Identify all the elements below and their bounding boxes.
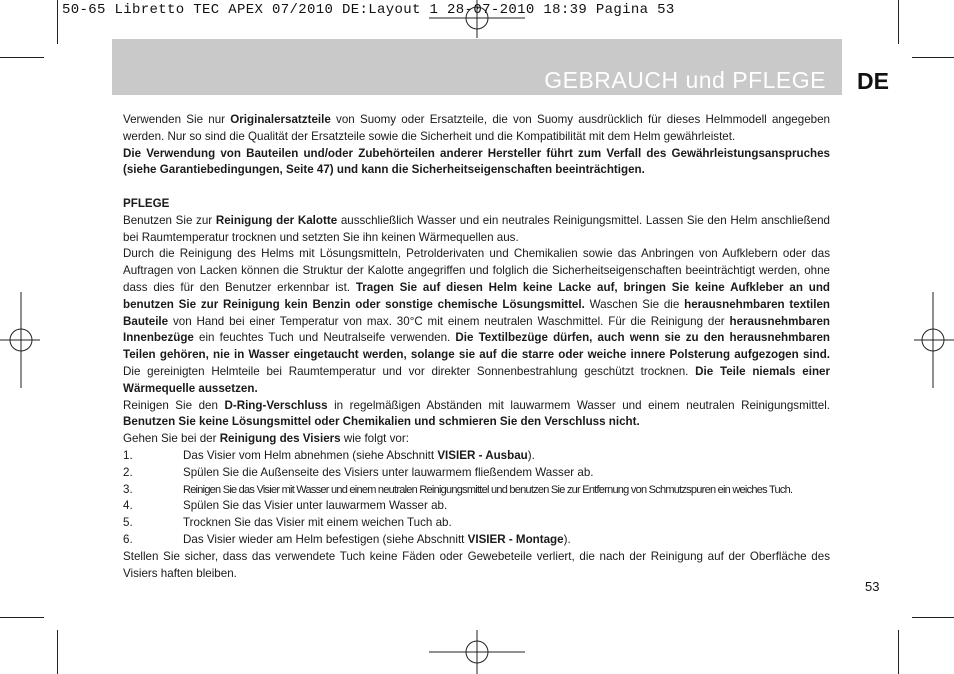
bold-term: VISIER - Ausbau <box>437 448 528 462</box>
step-text: Spülen Sie das Visier unter lauwarmem Wasser ab. <box>183 499 448 513</box>
bold-warning: Die Textilbezüge dürfen, auch wenn sie zu den herausnehmbaren Teilen gehören, nie in Wasser eingetaucht werden, solange sie auf die starre oder weiche innere Polsterung aufgezogen sind. <box>123 331 830 362</box>
text-run: von Suomy oder Ersatzteile, die von Suomy ausdrücklich für dieses Helmmodell angegeben werden. Nur so sind die Qualität der Ersatzteile sowie die Sicherheit und die Kompatibilität mit dem Helm gewährleistet. <box>123 113 830 143</box>
section-heading <box>123 196 830 213</box>
step-text: Trocknen Sie das Visier mit einem weichen Tuch ab. <box>183 516 452 530</box>
text-run: Das Visier vom Helm abnehmen (siehe Abschnitt <box>183 448 438 462</box>
list-item-step-3 <box>123 482 830 499</box>
language-code: DE <box>857 68 889 94</box>
step-number: 1. <box>123 448 133 462</box>
text-run: Gehen Sie bei der <box>123 432 220 446</box>
bold-term: VISIER - Montage <box>467 532 564 546</box>
care-paragraph-4 <box>123 431 830 448</box>
step-number: 4. <box>123 499 133 513</box>
registration-mark-left <box>0 290 42 390</box>
care-paragraph-5: Stellen Sie sicher, dass das verwendete Tuch keine Fäden oder Gewebeteile verliert, die nach der Reinigung auf der Oberfläche des Visiers haften bleiben. <box>123 549 830 580</box>
bold-term: herausnehmbaren textilen Bauteile <box>123 297 830 328</box>
text-run: Verwenden Sie nur <box>123 113 231 126</box>
header-banner <box>112 39 842 95</box>
main-content <box>123 112 830 582</box>
text-run: von Hand bei einer Temperatur von max. 30°C mit einem neutralen Waschmittel. Für die Reinigung der <box>168 314 730 328</box>
text-run: Das Visier wieder am Helm befestigen (siehe Abschnitt <box>183 532 468 546</box>
warning-paragraph <box>123 146 830 180</box>
step-text: Spülen Sie die Außenseite des Visiers unter lauwarmem fließendem Wasser ab. <box>183 465 594 479</box>
care-paragraph-3 <box>123 398 830 432</box>
list-item-step-5 <box>123 515 830 532</box>
step-text: Reinigen Sie das Visier mit Wasser und einem neutralen Reinigungsmittel und benutzen Sie zur Entfernung von Schmutzspuren ein weiches Tuch. <box>183 483 793 496</box>
text-run: ). <box>563 532 571 546</box>
text-run: Durch die Reinigung des Helms mit Lösungsmitteln, Petrolderivaten und Chemikalien sowie das Anbringen von Aufklebern oder das Auftragen von Lacken können die Struktur der Kalotte angegriffen und folglich die Sicherheitseigenschaften beeinträchtigt werden, ohne dass dies für den Benutzer erkennbar ist. <box>123 247 830 294</box>
intro-paragraph <box>123 112 830 146</box>
list-item-step-4 <box>123 498 830 515</box>
crop-mark-bottom-right-v <box>898 630 899 674</box>
text-run: Waschen Sie die <box>584 297 685 311</box>
step-number: 6. <box>123 532 133 546</box>
bold-term: Originalersatzteile <box>230 113 331 126</box>
bold-warning: Tragen Sie auf diesen Helm keine Lacke auf, bringen Sie keine Aufkleber an und benutzen Sie zur Reinigung kein Benzin oder sonstige chemische Lösungsmittel. <box>123 280 830 311</box>
registration-mark-top <box>427 0 527 40</box>
crop-mark-top-right-v <box>898 0 899 44</box>
print-slug: 50-65 Libretto TEC APEX 07/2010 DE:Layout 1 28-07-2010 18:39 Pagina 53 <box>62 2 675 18</box>
heading-text: PFLEGE <box>123 196 170 210</box>
care-paragraph-1 <box>123 213 830 247</box>
crop-mark-top-left-v <box>57 0 58 44</box>
crop-mark-bottom-left-h <box>0 617 44 618</box>
bold-term: herausnehmbaren Innenbezüge <box>123 314 830 345</box>
text-run: Benutzen Sie zur <box>123 213 216 227</box>
step-number: 5. <box>123 516 133 530</box>
text-run: ausschließlich Wasser und ein neutrales Reinigungsmittel. Lassen Sie den Helm anschließend bei Raumtemperatur trocknen und setzten Sie ihn keinen Wärmequellen aus. <box>123 213 830 244</box>
text-run: ein feuchtes Tuch und Neutralseife verwenden. <box>193 331 456 345</box>
bold-term: Reinigung der Kalotte <box>215 213 338 227</box>
step-number: 2. <box>123 465 133 479</box>
bold-warning: Die Teile niemals einer Wärmequelle aussetzen. <box>123 364 830 395</box>
bold-term: Reinigung des Visiers <box>219 432 341 446</box>
crop-mark-bottom-right-h <box>912 617 954 618</box>
text-run: Reinigen Sie den <box>123 398 225 412</box>
step-number: 3. <box>123 482 133 496</box>
registration-mark-right <box>912 290 954 390</box>
bold-term: D-Ring-Verschluss <box>224 398 328 412</box>
list-item-step-1 <box>123 448 830 465</box>
crop-mark-top-left-h <box>0 57 44 58</box>
text-run: ). <box>527 448 535 462</box>
list-item-step-6 <box>123 532 830 549</box>
crop-mark-bottom-left-v <box>57 630 58 674</box>
text-run: wie folgt vor: <box>340 432 409 446</box>
text-run: Die gereinigten Helmteile bei Raumtemperatur und vor direkter Sonnenbestrahlung geschützt trocknen. <box>123 364 696 378</box>
step-text <box>183 448 830 465</box>
care-paragraph-2 <box>123 246 830 397</box>
step-text <box>183 532 830 549</box>
page-number: 53 <box>865 579 880 594</box>
text-run: in regelmäßigen Abständen mit lauwarmem Wasser und einem neutralen Reinigungsmittel. <box>327 398 830 412</box>
bold-warning: Benutzen Sie keine Lösungsmittel oder Chemikalien und schmieren Sie den Verschluss nicht. <box>123 415 640 429</box>
crop-mark-top-right-h <box>912 57 954 58</box>
list-item-step-2 <box>123 465 830 482</box>
bold-warning: Die Verwendung von Bauteilen und/oder Zubehörteilen anderer Hersteller führt zum Verfall des Gewährleistungsanspruches (siehe Garantiebedingungen, Seite 47) und kann die Sicherheitseigenschaften beeinträchtigen. <box>123 146 830 177</box>
page-title: GEBRAUCH und PFLEGE <box>544 67 826 93</box>
registration-mark-bottom <box>427 628 527 674</box>
